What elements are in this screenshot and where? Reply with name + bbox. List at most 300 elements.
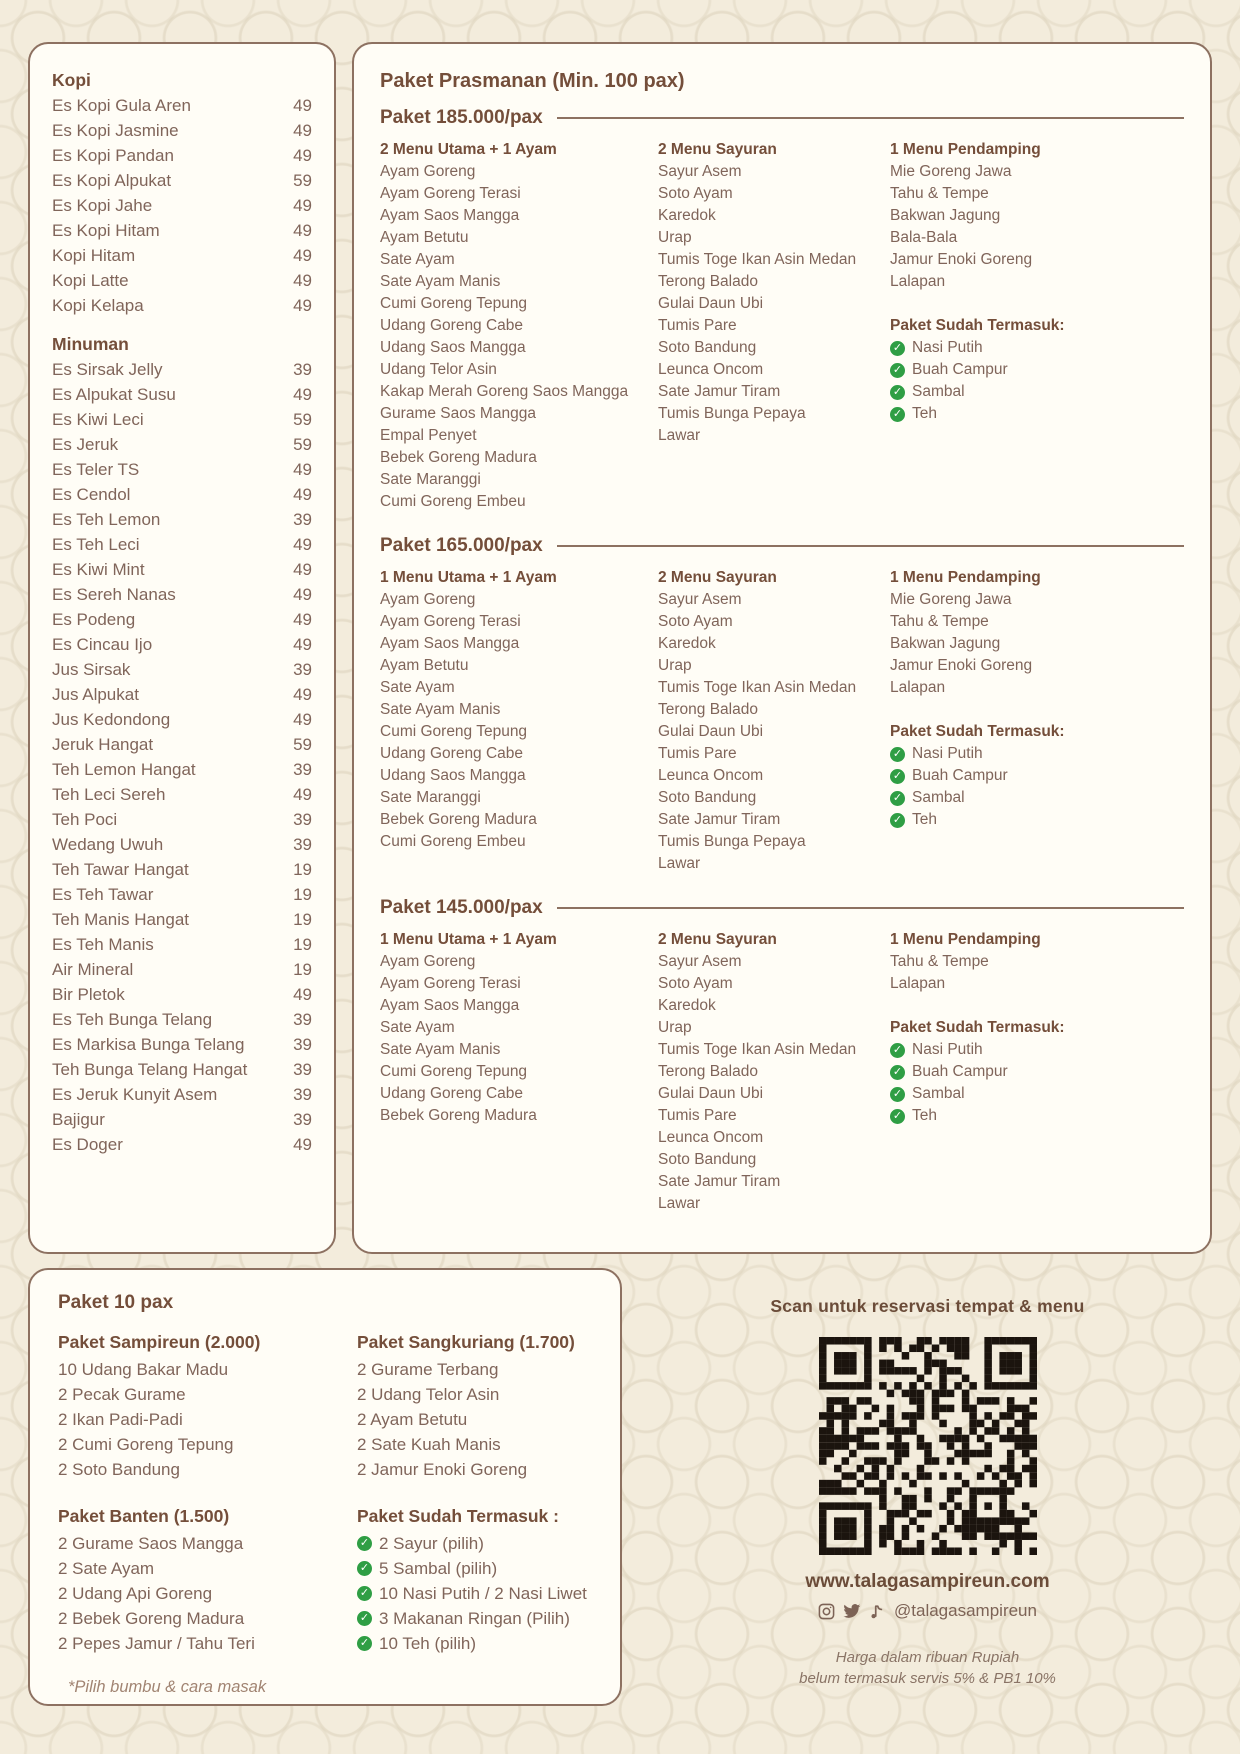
menu-item xyxy=(52,243,312,268)
menu-item: Karedok xyxy=(658,635,716,652)
menu-item: Sate Jamur Tiram xyxy=(658,811,781,828)
divider-line xyxy=(557,545,1184,547)
package-column xyxy=(658,139,890,513)
menu-item-name: Jeruk Hangat xyxy=(52,735,154,754)
menu-item: Sate Ayam xyxy=(380,251,455,268)
menu-item-price: 19 xyxy=(293,910,312,929)
menu-item xyxy=(52,557,312,582)
menu-item: Bakwan Jagung xyxy=(890,635,1001,652)
package-column xyxy=(890,567,1184,875)
menu-item-name: Es Teh Bunga Telang xyxy=(52,1010,213,1029)
reservation-footer xyxy=(655,1296,1200,1689)
menu-item-price: 59 xyxy=(293,410,312,429)
menu-item-name: Es Markisa Bunga Telang xyxy=(52,1035,245,1054)
menu-item-name: Es Sereh Nanas xyxy=(52,585,176,604)
check-icon: ✓ xyxy=(890,747,905,762)
package-column xyxy=(380,929,658,1215)
check-icon: ✓ xyxy=(890,1109,905,1124)
menu-item: 2 Udang Telor Asin xyxy=(357,1385,500,1404)
menu-item: Mie Goreng Jawa xyxy=(890,163,1012,180)
menu-item: Urap xyxy=(658,1019,692,1036)
menu-item: Sate Ayam xyxy=(380,679,455,696)
paket10-left-column xyxy=(48,1330,347,1697)
included-item-label: 2 Sayur (pilih) xyxy=(379,1534,484,1553)
menu-item: 2 Ayam Betutu xyxy=(357,1410,468,1429)
menu-item: Bebek Goreng Madura xyxy=(380,811,537,828)
included-item xyxy=(890,359,1184,381)
menu-item-price: 49 xyxy=(293,146,312,165)
menu-item: Lawar xyxy=(658,1195,701,1212)
menu-item-name: Es Teh Manis xyxy=(52,935,154,954)
menu-item-name: Es Teler TS xyxy=(52,460,140,479)
included-item-label: Teh xyxy=(912,405,937,422)
included-header: Paket Sudah Termasuk: xyxy=(890,723,1065,740)
menu-item xyxy=(52,632,312,657)
menu-item: Ayam Goreng xyxy=(380,591,476,608)
menu-item: Ayam Goreng xyxy=(380,953,476,970)
menu-item: Lawar xyxy=(658,855,701,872)
included-item-label: Nasi Putih xyxy=(912,339,983,356)
menu-item-price: 49 xyxy=(293,585,312,604)
menu-item-name: Bir Pletok xyxy=(52,985,125,1004)
package-title-row xyxy=(380,535,1184,557)
menu-item-price: 49 xyxy=(293,96,312,115)
menu-item: Cumi Goreng Embeu xyxy=(380,493,526,510)
menu-item-price: 39 xyxy=(293,360,312,379)
menu-item-price: 39 xyxy=(293,1010,312,1029)
column-header: 2 Menu Sayuran xyxy=(658,141,777,158)
menu-item xyxy=(52,382,312,407)
menu-item-price: 49 xyxy=(293,485,312,504)
package-title-row xyxy=(380,897,1184,919)
paket10-group-title: Paket Sangkuriang (1.700) xyxy=(357,1332,575,1352)
menu-item-price: 59 xyxy=(293,735,312,754)
menu-item-name: Es Teh Leci xyxy=(52,535,140,554)
included-item-label: 5 Sambal (pilih) xyxy=(379,1559,498,1578)
included-item-label: Teh xyxy=(912,811,937,828)
paket10-group xyxy=(58,1504,347,1656)
menu-item-name: Es Jeruk Kunyit Asem xyxy=(52,1085,218,1104)
drinks-panel xyxy=(28,42,336,1254)
check-icon: ✓ xyxy=(890,407,905,422)
paket10-group xyxy=(357,1504,602,1656)
included-item xyxy=(890,1039,1184,1061)
package-column xyxy=(380,567,658,875)
included-item-label: Buah Campur xyxy=(912,1063,1008,1080)
menu-item: Gurame Saos Mangga xyxy=(380,405,536,422)
menu-item xyxy=(52,168,312,193)
menu-item: Terong Balado xyxy=(658,1063,758,1080)
included-item xyxy=(890,1061,1184,1083)
menu-item-name: Es Cendol xyxy=(52,485,131,504)
menu-item xyxy=(52,582,312,607)
included-item xyxy=(890,787,1184,809)
package-section xyxy=(380,535,1184,875)
menu-item: Bebek Goreng Madura xyxy=(380,449,537,466)
included-item-label: 3 Makanan Ringan (Pilih) xyxy=(379,1609,570,1628)
included-item-label: Sambal xyxy=(912,789,965,806)
menu-item: 2 Pepes Jamur / Tahu Teri xyxy=(58,1634,255,1653)
included-header: Paket Sudah Termasuk: xyxy=(890,317,1065,334)
menu-item xyxy=(52,1007,312,1032)
menu-item-name: Jus Alpukat xyxy=(52,685,139,704)
menu-item-price: 49 xyxy=(293,221,312,240)
menu-item: Leunca Oncom xyxy=(658,1129,764,1146)
column-header: 1 Menu Pendamping xyxy=(890,141,1041,158)
menu-item: Sate Ayam Manis xyxy=(380,273,501,290)
column-header: 2 Menu Sayuran xyxy=(658,569,777,586)
menu-item: Ayam Saos Mangga xyxy=(380,997,520,1014)
packages-container xyxy=(380,107,1184,1215)
menu-item: Bala-Bala xyxy=(890,229,958,246)
menu-item-price: 49 xyxy=(293,635,312,654)
package-column xyxy=(658,567,890,875)
social-handle[interactable]: @talagasampireun xyxy=(894,1601,1037,1620)
menu-item: Gulai Daun Ubi xyxy=(658,1085,764,1102)
included-item xyxy=(890,403,1184,425)
tiktok-icon[interactable] xyxy=(869,1603,886,1620)
menu-item: Cumi Goreng Embeu xyxy=(380,833,526,850)
menu-item: Tahu & Tempe xyxy=(890,613,989,630)
menu-item-price: 39 xyxy=(293,1060,312,1079)
menu-item xyxy=(52,457,312,482)
menu-item-name: Es Podeng xyxy=(52,610,136,629)
menu-item: Udang Goreng Cabe xyxy=(380,745,524,762)
pricing-note-line2: belum termasuk servis 5% & PB1 10% xyxy=(799,1670,1056,1687)
prasmanan-panel xyxy=(352,42,1212,1254)
menu-item: Lalapan xyxy=(890,273,946,290)
menu-item-price: 49 xyxy=(293,296,312,315)
menu-item-name: Wedang Uwuh xyxy=(52,835,164,854)
menu-item: Tumis Pare xyxy=(658,1107,737,1124)
included-item-label: Teh xyxy=(912,1107,937,1124)
menu-item: Karedok xyxy=(658,997,716,1014)
menu-item-name: Kopi Kelapa xyxy=(52,296,144,315)
menu-item: Soto Bandung xyxy=(658,1151,757,1168)
menu-item xyxy=(52,882,312,907)
menu-item: Sate Jamur Tiram xyxy=(658,1173,781,1190)
menu-item-price: 39 xyxy=(293,1035,312,1054)
menu-item: 2 Gurame Terbang xyxy=(357,1360,499,1379)
menu-item-price: 59 xyxy=(293,435,312,454)
included-item-label: Buah Campur xyxy=(912,767,1008,784)
menu-item xyxy=(52,93,312,118)
included-item xyxy=(890,337,1184,359)
menu-item-name: Teh Bunga Telang Hangat xyxy=(52,1060,248,1079)
menu-item xyxy=(52,218,312,243)
menu-item-price: 49 xyxy=(293,460,312,479)
menu-item: Cumi Goreng Tepung xyxy=(380,723,528,740)
menu-item-price: 49 xyxy=(293,560,312,579)
menu-item: Ayam Goreng Terasi xyxy=(380,185,521,202)
menu-item: Tumis Toge Ikan Asin Medan xyxy=(658,251,857,268)
menu-item: Gulai Daun Ubi xyxy=(658,723,764,740)
menu-item: Sate Ayam xyxy=(380,1019,455,1036)
menu-item: Tahu & Tempe xyxy=(890,953,989,970)
menu-item xyxy=(52,507,312,532)
menu-item: Leunca Oncom xyxy=(658,767,764,784)
menu-item-name: Teh Leci Sereh xyxy=(52,785,166,804)
package-section xyxy=(380,897,1184,1215)
menu-item-price: 39 xyxy=(293,510,312,529)
menu-item: Bakwan Jagung xyxy=(890,207,1001,224)
check-icon: ✓ xyxy=(890,1065,905,1080)
paket10-group xyxy=(58,1330,347,1482)
menu-item: Udang Goreng Cabe xyxy=(380,317,524,334)
paket10-title: Paket 10 pax xyxy=(58,1292,174,1313)
menu-item: Ayam Goreng Terasi xyxy=(380,613,521,630)
menu-item-price: 39 xyxy=(293,810,312,829)
menu-item: 2 Soto Bandung xyxy=(58,1460,180,1479)
menu-item xyxy=(52,707,312,732)
menu-item: Tahu & Tempe xyxy=(890,185,989,202)
prasmanan-title: Paket Prasmanan (Min. 100 pax) xyxy=(380,70,685,92)
menu-item xyxy=(52,957,312,982)
menu-item-price: 19 xyxy=(293,935,312,954)
menu-item xyxy=(52,807,312,832)
menu-item: Soto Ayam xyxy=(658,185,733,202)
menu-item xyxy=(52,982,312,1007)
menu-item-name: Es Kopi Hitam xyxy=(52,221,160,240)
menu-item: Kakap Merah Goreng Saos Mangga xyxy=(380,383,629,400)
paket10-group-title: Paket Sudah Termasuk : xyxy=(357,1506,559,1526)
menu-item: Udang Goreng Cabe xyxy=(380,1085,524,1102)
included-item-label: Buah Campur xyxy=(912,361,1008,378)
menu-item xyxy=(52,143,312,168)
menu-item xyxy=(52,357,312,382)
menu-item-price: 19 xyxy=(293,860,312,879)
menu-item-price: 49 xyxy=(293,271,312,290)
menu-item-name: Teh Tawar Hangat xyxy=(52,860,189,879)
menu-item-name: Teh Poci xyxy=(52,810,118,829)
menu-item: Udang Telor Asin xyxy=(380,361,497,378)
included-item xyxy=(890,1083,1184,1105)
menu-item: Leunca Oncom xyxy=(658,361,764,378)
menu-item-name: Es Doger xyxy=(52,1135,123,1154)
menu-item-price: 19 xyxy=(293,960,312,979)
menu-item-name: Es Jeruk xyxy=(52,435,119,454)
check-icon: ✓ xyxy=(890,791,905,806)
included-item xyxy=(357,1581,602,1606)
package-column xyxy=(380,139,658,513)
menu-item-name: Es Cincau Ijo xyxy=(52,635,153,654)
menu-item xyxy=(52,607,312,632)
pricing-note-line1: Harga dalam ribuan Rupiah xyxy=(835,1649,1020,1666)
package-column xyxy=(658,929,890,1215)
menu-item-price: 59 xyxy=(293,171,312,190)
check-icon: ✓ xyxy=(357,1636,372,1651)
check-icon: ✓ xyxy=(890,341,905,356)
menu-item-price: 49 xyxy=(293,1135,312,1154)
menu-item-name: Bajigur xyxy=(52,1110,105,1129)
check-icon: ✓ xyxy=(357,1561,372,1576)
menu-item: Soto Ayam xyxy=(658,975,733,992)
menu-item-price: 49 xyxy=(293,196,312,215)
included-item xyxy=(890,743,1184,765)
menu-item xyxy=(52,482,312,507)
menu-item xyxy=(52,857,312,882)
menu-item xyxy=(52,1057,312,1082)
menu-item xyxy=(52,907,312,932)
menu-item: Sayur Asem xyxy=(658,953,742,970)
menu-item: Sate Maranggi xyxy=(380,471,481,488)
divider-line xyxy=(557,117,1184,119)
menu-item-price: 49 xyxy=(293,535,312,554)
menu-item-price: 49 xyxy=(293,385,312,404)
package-column xyxy=(890,929,1184,1215)
menu-item: Soto Bandung xyxy=(658,789,757,806)
column-header: 1 Menu Utama + 1 Ayam xyxy=(380,931,557,948)
menu-item-price: 39 xyxy=(293,835,312,854)
menu-item-name: Es Sirsak Jelly xyxy=(52,360,163,379)
twitter-icon[interactable] xyxy=(843,1602,861,1620)
drinks-section-title: Minuman xyxy=(52,334,129,354)
menu-item: Lawar xyxy=(658,427,701,444)
menu-item: Mie Goreng Jawa xyxy=(890,591,1012,608)
menu-item: Cumi Goreng Tepung xyxy=(380,1063,528,1080)
menu-item-price: 49 xyxy=(293,710,312,729)
menu-item: Ayam Goreng Terasi xyxy=(380,975,521,992)
package-title: Paket 145.000/pax xyxy=(380,897,543,918)
included-item xyxy=(890,809,1184,831)
menu-item: Sate Ayam Manis xyxy=(380,701,501,718)
menu-item: Gulai Daun Ubi xyxy=(658,295,764,312)
menu-item-name: Es Kiwi Leci xyxy=(52,410,144,429)
menu-item: Soto Bandung xyxy=(658,339,757,356)
check-icon: ✓ xyxy=(357,1611,372,1626)
column-header: 2 Menu Sayuran xyxy=(658,931,777,948)
menu-item-name: Jus Kedondong xyxy=(52,710,171,729)
menu-item: Empal Penyet xyxy=(380,427,477,444)
menu-item: Tumis Bunga Pepaya xyxy=(658,405,806,422)
menu-item: Cumi Goreng Tepung xyxy=(380,295,528,312)
menu-item xyxy=(52,1132,312,1157)
menu-item: 2 Jamur Enoki Goreng xyxy=(357,1460,528,1479)
menu-item: Tumis Toge Ikan Asin Medan xyxy=(658,679,857,696)
menu-item xyxy=(52,432,312,457)
menu-item-name: Es Alpukat Susu xyxy=(52,385,176,404)
included-item xyxy=(357,1631,602,1656)
menu-item-name: Kopi Latte xyxy=(52,271,129,290)
menu-item: Urap xyxy=(658,657,692,674)
scan-instruction: Scan untuk reservasi tempat & menu xyxy=(770,1296,1085,1316)
menu-item: Ayam Saos Mangga xyxy=(380,207,520,224)
qr-code[interactable] xyxy=(819,1337,1037,1555)
package-title-row xyxy=(380,107,1184,129)
menu-item: 10 Udang Bakar Madu xyxy=(58,1360,229,1379)
menu-item-name: Teh Lemon Hangat xyxy=(52,760,196,779)
menu-item xyxy=(52,1082,312,1107)
menu-item-price: 19 xyxy=(293,885,312,904)
menu-item: 2 Ikan Padi-Padi xyxy=(58,1410,183,1429)
check-icon: ✓ xyxy=(890,1087,905,1102)
menu-item: Terong Balado xyxy=(658,273,758,290)
menu-item-name: Es Kiwi Mint xyxy=(52,560,145,579)
menu-item xyxy=(52,682,312,707)
menu-item xyxy=(52,1107,312,1132)
check-icon: ✓ xyxy=(890,769,905,784)
menu-item-name: Es Kopi Pandan xyxy=(52,146,174,165)
menu-item xyxy=(52,532,312,557)
column-header: 1 Menu Utama + 1 Ayam xyxy=(380,569,557,586)
menu-item-price: 49 xyxy=(293,985,312,1004)
included-item-label: Sambal xyxy=(912,1085,965,1102)
menu-item xyxy=(52,932,312,957)
menu-item-price: 39 xyxy=(293,760,312,779)
menu-item: 2 Sate Ayam xyxy=(58,1559,155,1578)
menu-item-price: 49 xyxy=(293,610,312,629)
menu-item: Sayur Asem xyxy=(658,591,742,608)
paket10-group-title: Paket Banten (1.500) xyxy=(58,1506,230,1526)
menu-item-name: Teh Manis Hangat xyxy=(52,910,190,929)
menu-item: Sate Jamur Tiram xyxy=(658,383,781,400)
included-item-label: 10 Teh (pilih) xyxy=(379,1634,477,1653)
menu-item: Udang Saos Mangga xyxy=(380,767,526,784)
menu-item: Bebek Goreng Madura xyxy=(380,1107,537,1124)
included-item xyxy=(357,1531,602,1556)
divider-line xyxy=(557,907,1184,909)
column-header: 1 Menu Pendamping xyxy=(890,931,1041,948)
menu-item-price: 49 xyxy=(293,246,312,265)
menu-item: Terong Balado xyxy=(658,701,758,718)
check-icon: ✓ xyxy=(890,1043,905,1058)
menu-item: Ayam Saos Mangga xyxy=(380,635,520,652)
menu-item-name: Kopi Hitam xyxy=(52,246,136,265)
menu-item: Jamur Enoki Goreng xyxy=(890,657,1033,674)
column-header: 1 Menu Pendamping xyxy=(890,569,1041,586)
menu-item xyxy=(52,193,312,218)
included-item xyxy=(890,1105,1184,1127)
menu-item xyxy=(52,118,312,143)
menu-item xyxy=(52,732,312,757)
social-row xyxy=(655,1601,1200,1621)
website-url[interactable]: www.talagasampireun.com xyxy=(805,1571,1050,1592)
menu-item: Karedok xyxy=(658,207,716,224)
instagram-icon[interactable] xyxy=(818,1603,835,1620)
menu-item: Soto Ayam xyxy=(658,613,733,630)
menu-item: Lalapan xyxy=(890,679,946,696)
check-icon: ✓ xyxy=(890,363,905,378)
package-section xyxy=(380,107,1184,513)
menu-item: 2 Cumi Goreng Tepung xyxy=(58,1435,234,1454)
included-item-label: 10 Nasi Putih / 2 Nasi Liwet xyxy=(379,1584,587,1603)
check-icon: ✓ xyxy=(357,1536,372,1551)
included-item xyxy=(890,381,1184,403)
drinks-section-title: Kopi xyxy=(52,70,91,90)
menu-item-price: 49 xyxy=(293,785,312,804)
package-columns xyxy=(380,567,1184,875)
included-item xyxy=(357,1556,602,1581)
paket10-footnote: *Pilih bumbu & cara masak xyxy=(68,1678,267,1696)
menu-item-name: Es Kopi Gula Aren xyxy=(52,96,191,115)
package-title: Paket 185.000/pax xyxy=(380,107,543,128)
menu-item-name: Es Teh Lemon xyxy=(52,510,161,529)
menu-item: Urap xyxy=(658,229,692,246)
menu-item: Sate Ayam Manis xyxy=(380,1041,501,1058)
menu-item: Tumis Pare xyxy=(658,745,737,762)
package-columns xyxy=(380,929,1184,1215)
check-icon: ✓ xyxy=(357,1586,372,1601)
menu-item-name: Es Kopi Jasmine xyxy=(52,121,179,140)
package-columns xyxy=(380,139,1184,513)
package-column xyxy=(890,139,1184,513)
menu-item: Tumis Pare xyxy=(658,317,737,334)
menu-item: Sate Maranggi xyxy=(380,789,481,806)
menu-item: Ayam Betutu xyxy=(380,657,469,674)
menu-item-price: 39 xyxy=(293,1110,312,1129)
included-item-label: Nasi Putih xyxy=(912,1041,983,1058)
menu-item-name: Es Kopi Alpukat xyxy=(52,171,172,190)
